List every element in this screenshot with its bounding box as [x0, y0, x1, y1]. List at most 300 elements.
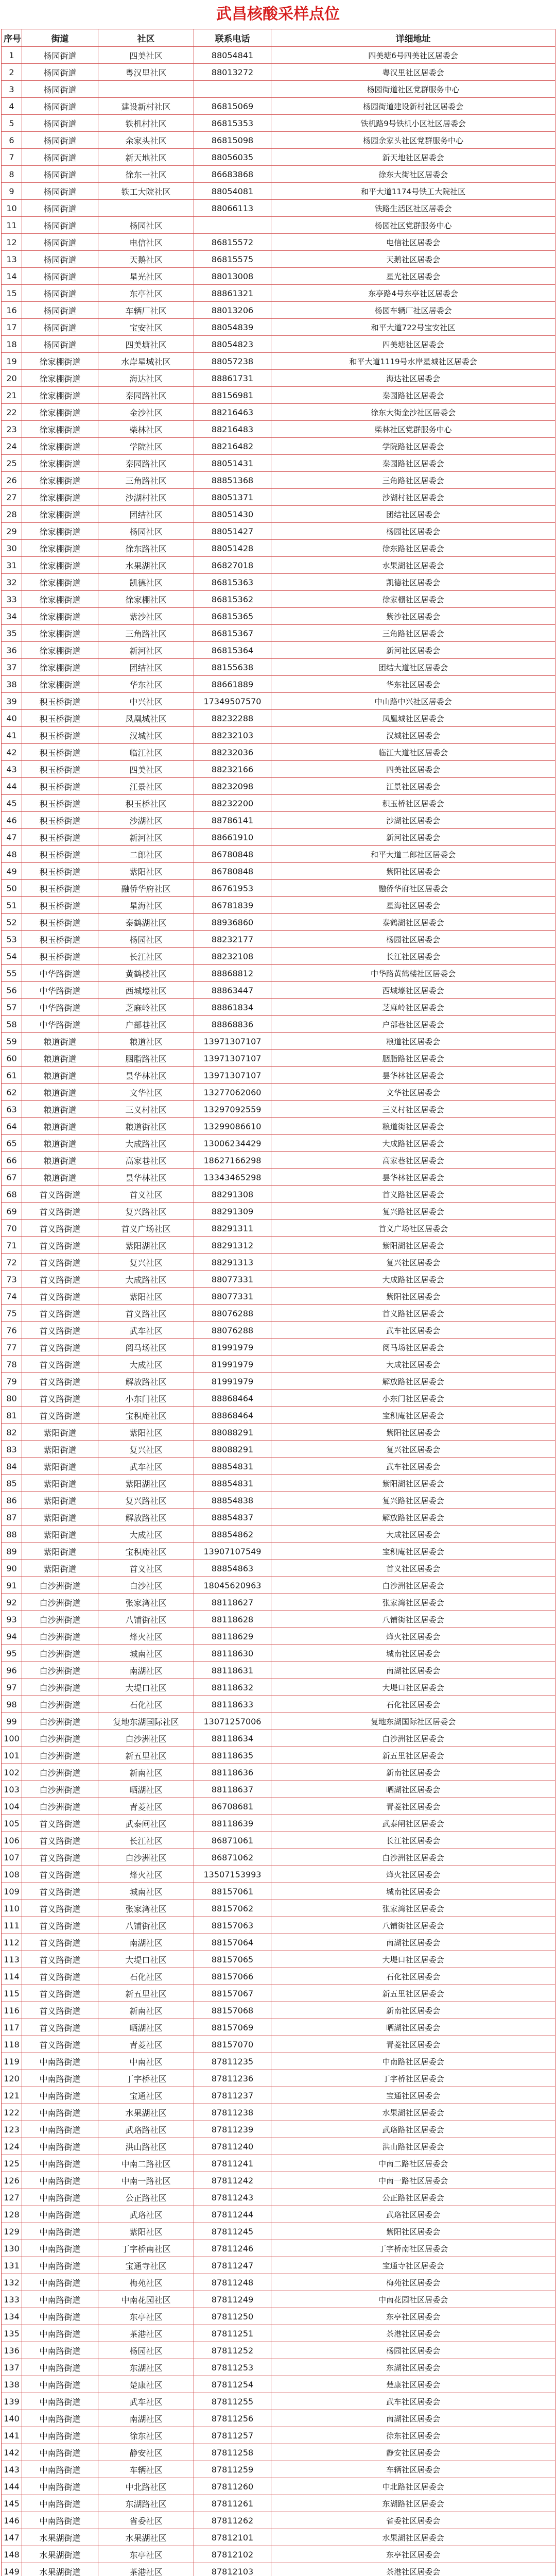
phone-number: 87811260	[194, 2478, 271, 2495]
table-row	[2, 319, 555, 336]
community-name: 徐东一社区	[98, 166, 194, 183]
table-row	[2, 1084, 555, 1101]
address: 沙湖社区居委会	[271, 812, 555, 829]
address: 武珞路社区居委会	[271, 2121, 555, 2138]
column-header-phone: 联系电话	[194, 29, 271, 47]
phone-number: 88118639	[194, 1815, 271, 1832]
street-name: 首义路街道	[22, 1271, 98, 1288]
community-name: 秦园路社区	[98, 455, 194, 472]
row-index: 71	[2, 1237, 22, 1254]
community-name: 首义社区	[98, 1560, 194, 1577]
community-name: 杨园社区	[98, 931, 194, 948]
address: 复兴社区居委会	[271, 1441, 555, 1458]
address: 中南路社区居委会	[271, 2053, 555, 2070]
community-name: 楚康社区	[98, 2376, 194, 2393]
phone-number: 88013272	[194, 64, 271, 81]
street-name: 中华路街道	[22, 1016, 98, 1033]
phone-number: 88088291	[194, 1424, 271, 1441]
row-index: 146	[2, 2512, 22, 2529]
table-row	[2, 2308, 555, 2325]
community-name: 茶港社区	[98, 2325, 194, 2342]
table-row	[2, 1832, 555, 1849]
street-name: 杨园街道	[22, 132, 98, 149]
row-index: 20	[2, 370, 22, 387]
table-row	[2, 1271, 555, 1288]
phone-number: 88155638	[194, 659, 271, 676]
community-name: 洪山路社区	[98, 2138, 194, 2155]
phone-number: 88054839	[194, 319, 271, 336]
street-name: 首义路街道	[22, 1917, 98, 1934]
table-row	[2, 2376, 555, 2393]
phone-number: 88854831	[194, 1475, 271, 1492]
street-name: 积玉桥街道	[22, 778, 98, 795]
row-index: 8	[2, 166, 22, 183]
community-name: 车辆厂社区	[98, 302, 194, 319]
street-name: 杨园街道	[22, 47, 98, 64]
community-name: 四美社区	[98, 47, 194, 64]
community-name: 杨园社区	[98, 523, 194, 540]
table-row	[2, 2478, 555, 2495]
address: 青菱社区居委会	[271, 2036, 555, 2053]
street-name: 中南路街道	[22, 2070, 98, 2087]
table-row	[2, 1781, 555, 1798]
row-index: 26	[2, 472, 22, 489]
street-name: 中南路街道	[22, 2461, 98, 2478]
table-row	[2, 829, 555, 846]
row-index: 6	[2, 132, 22, 149]
community-name: 新南社区	[98, 2002, 194, 2019]
address: 秦园路社区居委会	[271, 387, 555, 404]
table-row	[2, 1186, 555, 1203]
address: 东亭社区居委会	[271, 2546, 555, 2563]
row-index: 77	[2, 1339, 22, 1356]
phone-number: 88056035	[194, 149, 271, 166]
row-index: 10	[2, 200, 22, 217]
community-name: 公正路社区	[98, 2189, 194, 2206]
address: 宝积庵社区居委会	[271, 1407, 555, 1424]
table-row	[2, 812, 555, 829]
address: 大成社区居委会	[271, 1356, 555, 1373]
row-index: 47	[2, 829, 22, 846]
community-name: 铁工大院社区	[98, 183, 194, 200]
row-index: 95	[2, 1645, 22, 1662]
row-index: 138	[2, 2376, 22, 2393]
phone-number: 88054841	[194, 47, 271, 64]
community-name: 武泰闸社区	[98, 1815, 194, 1832]
phone-number: 88118634	[194, 1730, 271, 1747]
community-name: 白沙洲社区	[98, 1849, 194, 1866]
address: 楚康社区居委会	[271, 2376, 555, 2393]
street-name: 徐家棚街道	[22, 557, 98, 574]
community-name: 四美塘社区	[98, 336, 194, 353]
street-name: 粮道街道	[22, 1118, 98, 1135]
street-name: 首义路街道	[22, 2019, 98, 2036]
table-row	[2, 1985, 555, 2002]
table-row	[2, 1662, 555, 1679]
phone-number: 87811251	[194, 2325, 271, 2342]
address: 新五里社区居委会	[271, 1985, 555, 2002]
table-row	[2, 1696, 555, 1713]
street-name: 积玉桥街道	[22, 693, 98, 710]
table-row	[2, 744, 555, 761]
phone-number: 88118637	[194, 1781, 271, 1798]
street-name: 中南路街道	[22, 2427, 98, 2444]
community-name: 汉城社区	[98, 727, 194, 744]
row-index: 94	[2, 1628, 22, 1645]
row-index: 107	[2, 1849, 22, 1866]
column-header-index: 序号	[2, 29, 22, 47]
table-row	[2, 370, 555, 387]
address: 文华社区居委会	[271, 1084, 555, 1101]
table-row	[2, 2342, 555, 2359]
table-row	[2, 1934, 555, 1951]
table-row	[2, 540, 555, 557]
table-row	[2, 948, 555, 965]
row-index: 57	[2, 999, 22, 1016]
address: 徐家棚社区居委会	[271, 591, 555, 608]
address: 积玉桥社区居委会	[271, 795, 555, 812]
table-row	[2, 455, 555, 472]
phone-number: 86815364	[194, 642, 271, 659]
row-index: 38	[2, 676, 22, 693]
row-index: 136	[2, 2342, 22, 2359]
row-index: 32	[2, 574, 22, 591]
row-index: 133	[2, 2291, 22, 2308]
street-name: 首义路街道	[22, 1373, 98, 1390]
table-row	[2, 1747, 555, 1764]
address: 武珞社区居委会	[271, 2206, 555, 2223]
table-row	[2, 880, 555, 897]
street-name: 粮道街道	[22, 1067, 98, 1084]
address: 南湖社区居委会	[271, 1662, 555, 1679]
street-name: 积玉桥街道	[22, 863, 98, 880]
street-name: 中南路街道	[22, 2495, 98, 2512]
address: 凯德社区居委会	[271, 574, 555, 591]
table-row	[2, 1373, 555, 1390]
address: 学院路社区居委会	[271, 438, 555, 455]
community-name: 紫沙社区	[98, 608, 194, 625]
phone-number: 17349507570	[194, 693, 271, 710]
row-index: 66	[2, 1152, 22, 1169]
address: 华东社区居委会	[271, 676, 555, 693]
street-name: 首义路街道	[22, 1832, 98, 1849]
table-row	[2, 506, 555, 523]
row-index: 34	[2, 608, 22, 625]
address: 徐东社区居委会	[271, 2427, 555, 2444]
phone-number: 88157066	[194, 1968, 271, 1985]
community-name: 户部巷社区	[98, 1016, 194, 1033]
table-row	[2, 132, 555, 149]
address: 昙华林社区居委会	[271, 1169, 555, 1186]
row-index: 81	[2, 1407, 22, 1424]
community-name: 西城壕社区	[98, 982, 194, 999]
address: 粤汉里社区居委会	[271, 64, 555, 81]
street-name: 白沙洲街道	[22, 1645, 98, 1662]
table-row	[2, 353, 555, 370]
row-index: 126	[2, 2172, 22, 2189]
phone-number: 88232103	[194, 727, 271, 744]
address: 三角路社区居委会	[271, 625, 555, 642]
community-name: 余家头社区	[98, 132, 194, 149]
address: 石化社区居委会	[271, 1696, 555, 1713]
phone-number: 88936860	[194, 914, 271, 931]
community-name: 张家湾社区	[98, 1900, 194, 1917]
table-row	[2, 1815, 555, 1832]
row-index: 93	[2, 1611, 22, 1628]
community-name: 大堤口社区	[98, 1951, 194, 1968]
table-row	[2, 2240, 555, 2257]
phone-number: 87811249	[194, 2291, 271, 2308]
street-name: 紫阳街道	[22, 1526, 98, 1543]
street-name: 粮道街道	[22, 1169, 98, 1186]
phone-number: 87811237	[194, 2087, 271, 2104]
street-name: 紫阳街道	[22, 1475, 98, 1492]
row-index: 21	[2, 387, 22, 404]
table-row	[2, 2138, 555, 2155]
phone-number: 86780848	[194, 863, 271, 880]
phone-number: 88051427	[194, 523, 271, 540]
community-name: 长江社区	[98, 948, 194, 965]
table-row	[2, 2291, 555, 2308]
address: 胭脂路社区居委会	[271, 1050, 555, 1067]
phone-number: 88077331	[194, 1288, 271, 1305]
street-name: 粮道街道	[22, 1033, 98, 1050]
address: 水果湖社区居委会	[271, 2104, 555, 2121]
address: 杨园社区居委会	[271, 523, 555, 540]
address: 武车社区居委会	[271, 1322, 555, 1339]
phone-number: 13006234429	[194, 1135, 271, 1152]
table-row	[2, 982, 555, 999]
street-name: 积玉桥街道	[22, 914, 98, 931]
table-row	[2, 268, 555, 285]
row-index: 56	[2, 982, 22, 999]
phone-number: 13971307107	[194, 1033, 271, 1050]
address: 复兴路社区居委会	[271, 1492, 555, 1509]
address: 宝积庵社区居委会	[271, 1543, 555, 1560]
row-index: 118	[2, 2036, 22, 2053]
address: 芝麻岭社区居委会	[271, 999, 555, 1016]
column-header-address: 详细地址	[271, 29, 555, 47]
street-name: 首义路街道	[22, 1186, 98, 1203]
row-index: 70	[2, 1220, 22, 1237]
community-name: 晒湖社区	[98, 2019, 194, 2036]
phone-number: 88232036	[194, 744, 271, 761]
row-index: 40	[2, 710, 22, 727]
row-index: 41	[2, 727, 22, 744]
table-row	[2, 1594, 555, 1611]
table-row	[2, 897, 555, 914]
community-name: 中南花园社区	[98, 2291, 194, 2308]
address: 江景社区居委会	[271, 778, 555, 795]
community-name: 新南社区	[98, 1764, 194, 1781]
phone-number: 88861321	[194, 285, 271, 302]
table-row	[2, 2223, 555, 2240]
phone-number: 88232177	[194, 931, 271, 948]
community-name: 三角路社区	[98, 625, 194, 642]
address: 八铺街社区居委会	[271, 1611, 555, 1628]
phone-number: 88291313	[194, 1254, 271, 1271]
street-name: 杨园街道	[22, 251, 98, 268]
phone-number: 81991979	[194, 1339, 271, 1356]
row-index: 2	[2, 64, 22, 81]
street-name: 中南路街道	[22, 2121, 98, 2138]
community-name: 紫阳社区	[98, 1288, 194, 1305]
phone-number: 86871061	[194, 1832, 271, 1849]
community-name: 文华社区	[98, 1084, 194, 1101]
community-name: 宝通寺社区	[98, 2257, 194, 2274]
phone-number: 88868836	[194, 1016, 271, 1033]
address: 融侨华府社区居委会	[271, 880, 555, 897]
phone-number: 87811245	[194, 2223, 271, 2240]
phone-number: 88057238	[194, 353, 271, 370]
row-index: 137	[2, 2359, 22, 2376]
table-row	[2, 1849, 555, 1866]
address: 紫阳社区居委会	[271, 863, 555, 880]
community-name: 烽火社区	[98, 1866, 194, 1883]
phone-number: 87812101	[194, 2529, 271, 2546]
row-index: 69	[2, 1203, 22, 1220]
address: 团结社区居委会	[271, 506, 555, 523]
row-index: 55	[2, 965, 22, 982]
table-row	[2, 2070, 555, 2087]
row-index: 76	[2, 1322, 22, 1339]
address: 新河社区居委会	[271, 829, 555, 846]
row-index: 13	[2, 251, 22, 268]
row-index: 78	[2, 1356, 22, 1373]
row-index: 1	[2, 47, 22, 64]
row-index: 100	[2, 1730, 22, 1747]
street-name: 首义路街道	[22, 1288, 98, 1305]
address: 杨园余家头社区党群服务中心	[271, 132, 555, 149]
address: 三义村社区居委会	[271, 1101, 555, 1118]
address: 粮道社区居委会	[271, 1033, 555, 1050]
phone-number: 86708681	[194, 1798, 271, 1815]
table-row	[2, 2563, 555, 2576]
phone-number: 87812102	[194, 2546, 271, 2563]
address: 晒湖社区居委会	[271, 1781, 555, 1798]
phone-number: 86815367	[194, 625, 271, 642]
address: 中山路中兴社区居委会	[271, 693, 555, 710]
table-row	[2, 2529, 555, 2546]
street-name: 首义路街道	[22, 1322, 98, 1339]
table-row	[2, 1611, 555, 1628]
address: 秦园路社区居委会	[271, 455, 555, 472]
community-name: 大堤口社区	[98, 1679, 194, 1696]
table-row	[2, 1390, 555, 1407]
table-row	[2, 2019, 555, 2036]
community-name: 宝积庵社区	[98, 1543, 194, 1560]
row-index: 9	[2, 183, 22, 200]
row-index: 114	[2, 1968, 22, 1985]
address: 白沙洲社区居委会	[271, 1849, 555, 1866]
community-name: 中南一路社区	[98, 2172, 194, 2189]
address: 茶港社区居委会	[271, 2563, 555, 2576]
phone-number: 88157064	[194, 1934, 271, 1951]
table-row	[2, 166, 555, 183]
street-name: 杨园街道	[22, 115, 98, 132]
table-row	[2, 2495, 555, 2512]
street-name: 首义路街道	[22, 1883, 98, 1900]
table-row	[2, 1118, 555, 1135]
row-index: 79	[2, 1373, 22, 1390]
row-index: 101	[2, 1747, 22, 1764]
phone-number: 88051428	[194, 540, 271, 557]
table-row	[2, 727, 555, 744]
street-name: 首义路街道	[22, 2036, 98, 2053]
community-name: 烽火社区	[98, 1628, 194, 1645]
community-name: 水岸星城社区	[98, 353, 194, 370]
community-name: 积玉桥社区	[98, 795, 194, 812]
community-name: 武珞路社区	[98, 2121, 194, 2138]
community-name: 中北路社区	[98, 2478, 194, 2495]
table-row	[2, 404, 555, 421]
community-name: 复兴社区	[98, 1254, 194, 1271]
phone-number: 87811246	[194, 2240, 271, 2257]
address: 中华路黄鹤楼社区居委会	[271, 965, 555, 982]
street-name: 积玉桥街道	[22, 727, 98, 744]
street-name: 中华路街道	[22, 999, 98, 1016]
row-index: 44	[2, 778, 22, 795]
phone-number: 88232108	[194, 948, 271, 965]
row-index: 92	[2, 1594, 22, 1611]
table-row	[2, 1288, 555, 1305]
street-name: 白沙洲街道	[22, 1713, 98, 1730]
table-row	[2, 557, 555, 574]
phone-number: 88054081	[194, 183, 271, 200]
table-row	[2, 1067, 555, 1084]
community-name: 首义路社区	[98, 1305, 194, 1322]
street-name: 白沙洲街道	[22, 1730, 98, 1747]
row-index: 27	[2, 489, 22, 506]
phone-number: 88232288	[194, 710, 271, 727]
table-row	[2, 1237, 555, 1254]
address: 杨园街道建设新村社区居委会	[271, 98, 555, 115]
row-index: 124	[2, 2138, 22, 2155]
street-name: 积玉桥街道	[22, 931, 98, 948]
address: 烽火社区居委会	[271, 1628, 555, 1645]
phone-number: 88854831	[194, 1458, 271, 1475]
phone-number: 88118631	[194, 1662, 271, 1679]
street-name: 积玉桥街道	[22, 812, 98, 829]
street-name: 杨园街道	[22, 64, 98, 81]
address: 和平大道1119号水岸星城社区居委会	[271, 353, 555, 370]
street-name: 紫阳街道	[22, 1560, 98, 1577]
address: 阅马场社区居委会	[271, 1339, 555, 1356]
street-name: 中南路街道	[22, 2512, 98, 2529]
phone-number: 88216463	[194, 404, 271, 421]
street-name: 首义路街道	[22, 1934, 98, 1951]
street-name: 杨园街道	[22, 217, 98, 234]
row-index: 99	[2, 1713, 22, 1730]
community-name: 宝安社区	[98, 319, 194, 336]
address: 水果湖社区居委会	[271, 557, 555, 574]
street-name: 徐家棚街道	[22, 676, 98, 693]
community-name: 武珞社区	[98, 2206, 194, 2223]
street-name: 紫阳街道	[22, 1492, 98, 1509]
address: 天鹅社区居委会	[271, 251, 555, 268]
table-row	[2, 2257, 555, 2274]
community-name: 长江社区	[98, 1832, 194, 1849]
table-row	[2, 778, 555, 795]
table-row	[2, 1798, 555, 1815]
street-name: 首义路街道	[22, 1203, 98, 1220]
table-row	[2, 1526, 555, 1543]
community-name: 学院社区	[98, 438, 194, 455]
community-name: 四美社区	[98, 761, 194, 778]
address: 电信社区居委会	[271, 234, 555, 251]
community-name: 南湖社区	[98, 2410, 194, 2427]
street-name: 徐家棚街道	[22, 574, 98, 591]
